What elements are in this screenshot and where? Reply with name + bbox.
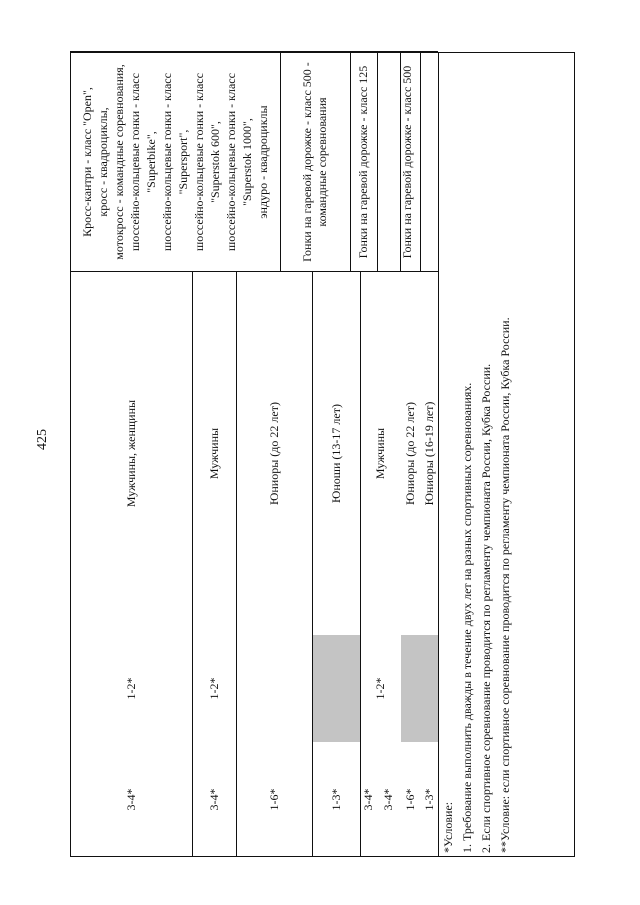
place-a-cell xyxy=(360,635,400,742)
discipline-label: Гонки на гаревой дорожке - класс 500 - командные соревнования xyxy=(300,62,329,262)
place-b-cell xyxy=(420,742,438,857)
discipline-cell xyxy=(280,52,350,272)
discipline-line: кросс - квадроциклы, xyxy=(96,107,110,217)
place-value: 3-4* xyxy=(361,788,375,811)
discipline-line: мотокросс - командные соревнования, xyxy=(112,64,126,260)
place-value: 1-2* xyxy=(123,677,138,700)
note-2: 2. Если спортивное соревнование проводится по регламенту чемпионата России, Кубка России. xyxy=(479,363,493,853)
discipline-cell xyxy=(350,52,377,272)
discipline-line: шоссейно-кольцевые гонки - класс xyxy=(192,73,206,251)
group-cell xyxy=(420,272,438,635)
group-cell xyxy=(312,272,360,635)
discipline-list-cell xyxy=(70,52,280,272)
discipline-line: "Superstok 600", xyxy=(208,121,222,203)
group-label: Мужчины, женщины xyxy=(123,399,138,508)
place-value: 3-4* xyxy=(381,788,395,811)
discipline-cell xyxy=(377,52,438,272)
discipline-line: шоссейно-кольцевые гонки - класс xyxy=(128,73,142,251)
shaded-cell xyxy=(313,635,360,742)
discipline-list xyxy=(79,64,271,259)
group-label: Юниоры (до 22 лет) xyxy=(266,402,281,505)
notes-section xyxy=(438,52,575,857)
place-b-cell xyxy=(360,742,377,857)
discipline-line: эндуро - квадроциклы xyxy=(256,105,270,219)
discipline-line: "Supersport", xyxy=(176,129,190,195)
page-number: 425 xyxy=(35,429,50,450)
place-b-cell xyxy=(400,742,420,857)
group-label: Мужчины xyxy=(372,427,387,480)
discipline-line: "Superstok 1000", xyxy=(240,118,254,206)
place-b-cell xyxy=(377,742,400,857)
top-group-cell xyxy=(70,272,192,635)
place-value: 1-2* xyxy=(372,677,387,700)
shaded-cell xyxy=(401,635,438,742)
group-label: Юниоры (до 22 лет) xyxy=(402,402,417,505)
place-b-cell xyxy=(236,742,312,857)
group-cell xyxy=(236,272,312,635)
place-value: 1-6* xyxy=(402,788,417,811)
place-value: 3-4* xyxy=(206,788,221,811)
group-cell xyxy=(400,272,420,635)
discipline-line: шоссейно-кольцевые гонки - класс xyxy=(160,73,174,251)
place-a-cell xyxy=(192,635,236,742)
discipline-line: Кросс-кантри - класс "Open", xyxy=(80,87,94,237)
discipline-line: шоссейно-кольцевые гонки - класс xyxy=(224,73,238,251)
place-value: 1-6* xyxy=(266,788,281,811)
group-cell xyxy=(192,272,236,635)
place-value: 1-3* xyxy=(421,788,436,811)
note-1: 1. Требование выполнить дважды в течение двух лет на разных спортивных соревнованиях. xyxy=(460,382,474,853)
place-b-cell xyxy=(192,742,236,857)
notes-heading: *Условие: xyxy=(441,801,455,853)
place-b-cell xyxy=(312,742,360,857)
group-label: Юниоры (16-19 лет) xyxy=(421,401,436,506)
place-value: 1-3* xyxy=(328,788,343,811)
group-cell xyxy=(360,272,400,635)
discipline-label: Гонки на гаревой дорожке - класс 125 xyxy=(356,65,370,259)
group-label: Мужчины xyxy=(206,427,221,480)
place-value: 1-2* xyxy=(206,677,221,700)
discipline-label: Гонки на гаревой дорожке - класс 500 xyxy=(400,65,414,259)
top-place-a-cell xyxy=(70,635,192,742)
top-place-b-cell xyxy=(70,742,192,857)
discipline-line: "Superbike", xyxy=(144,131,158,193)
group-label: Юноши (13-17 лет) xyxy=(328,404,343,503)
place-value: 3-4* xyxy=(123,788,138,811)
note-3: **Условие: если спортивное соревнование проводится по регламенту чемпионата России, Кубка России. xyxy=(498,317,512,853)
